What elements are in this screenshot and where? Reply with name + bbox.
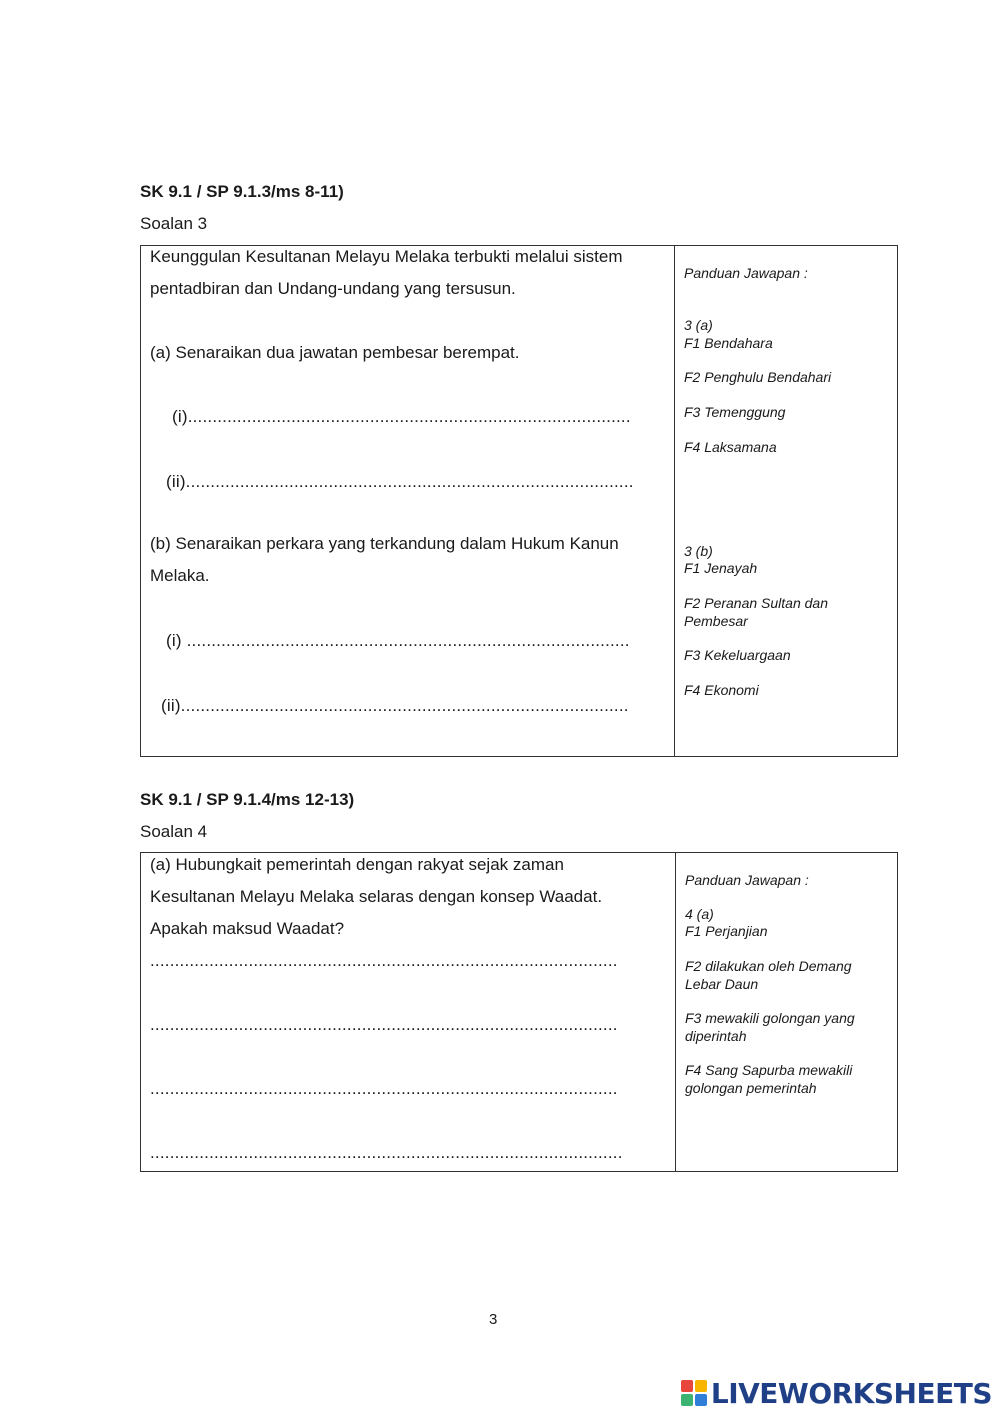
q3-guide-title: Panduan Jawapan : [684,265,808,281]
q3-intro-line-2: pentadbiran dan Undang-undang yang tersusun. [150,279,516,298]
q4-guide-title: Panduan Jawapan : [685,872,809,888]
q4-question-line-1: (a) Hubungkait pemerintah dengan rakyat sejak zaman [150,855,564,874]
logo-square-yellow [695,1380,707,1392]
q3b-guide-item: F4 Ekonomi [684,682,759,698]
q4-guide-heading: 4 (a) [685,906,714,922]
q3-part-a-question: (a) Senaraikan dua jawatan pembesar berempat. [150,343,520,362]
q3-part-b-line-1: (b) Senaraikan perkara yang terkandung dalam Hukum Kanun [150,534,619,553]
question-3-table [140,245,898,757]
q3b-guide-item: F1 Jenayah [684,560,758,576]
q4-answer-blank[interactable]: ............................................................................................... [150,1015,618,1034]
table-divider [675,853,676,1171]
q3a-answer-blank-ii[interactable]: (ii)........................................................................................... [166,472,634,491]
q3b-guide-item: F3 Kekeluargaan [684,647,791,663]
q4-guide-item: F3 mewakili golongan yang diperintah [685,1010,855,1044]
q3b-answer-blank-ii[interactable]: (ii)........................................................................................... [161,696,629,715]
section-3-code: SK 9.1 / SP 9.1.3/ms 8-11) [140,182,344,201]
q3b-guide-item: F2 Peranan Sultan dan Pembesar [684,595,828,629]
q4-answer-blank[interactable]: ................................................................................................ [150,1143,623,1162]
logo-square-green [681,1394,693,1406]
q3a-guide-item: F1 Bendahara [684,335,773,351]
q3a-guide-item: F2 Penghulu Bendahari [684,369,832,385]
liveworksheets-logo [681,1376,992,1410]
q4-guide-item: F1 Perjanjian [685,923,768,939]
q4-answer-blank[interactable]: ............................................................................................... [150,951,618,970]
q3-part-b-line-2: Melaka. [150,566,210,585]
question-3-label: Soalan 3 [140,214,208,233]
q4-question-line-2: Kesultanan Melayu Melaka selaras dengan konsep Waadat. [150,887,603,906]
table-divider [674,246,675,756]
q3a-guide-item: F4 Laksamana [684,439,777,455]
q4-question-line-3: Apakah maksud Waadat? [150,919,345,938]
liveworksheets-icon [681,1380,707,1406]
q3a-guide-item: F3 Temenggung [684,404,786,420]
q4-guide-item: F4 Sang Sapurba mewakili golongan pemerintah [685,1062,853,1096]
q3-intro-line-1: Keunggulan Kesultanan Melayu Melaka terbukti melalui sistem [150,247,623,266]
logo-square-red [681,1380,693,1392]
q4-answer-blank[interactable]: ............................................................................................... [150,1079,618,1098]
logo-square-blue [695,1394,707,1406]
liveworksheets-wordmark: LIVEWORKSHEETS [710,1376,992,1410]
q3b-answer-blank-i[interactable]: (i) .......................................................................................... [166,631,630,650]
q3a-answer-blank-i[interactable]: (i).......................................................................................... [172,407,631,426]
q3a-guide-heading: 3 (a) [684,317,713,333]
question-4-table [140,852,898,1172]
q4-guide-item: F2 dilakukan oleh Demang Lebar Daun [685,958,852,992]
section-4-code: SK 9.1 / SP 9.1.4/ms 12-13) [140,790,355,809]
question-4-label: Soalan 4 [140,822,208,841]
page-number: 3 [489,1311,498,1328]
q3b-guide-heading: 3 (b) [684,543,713,559]
